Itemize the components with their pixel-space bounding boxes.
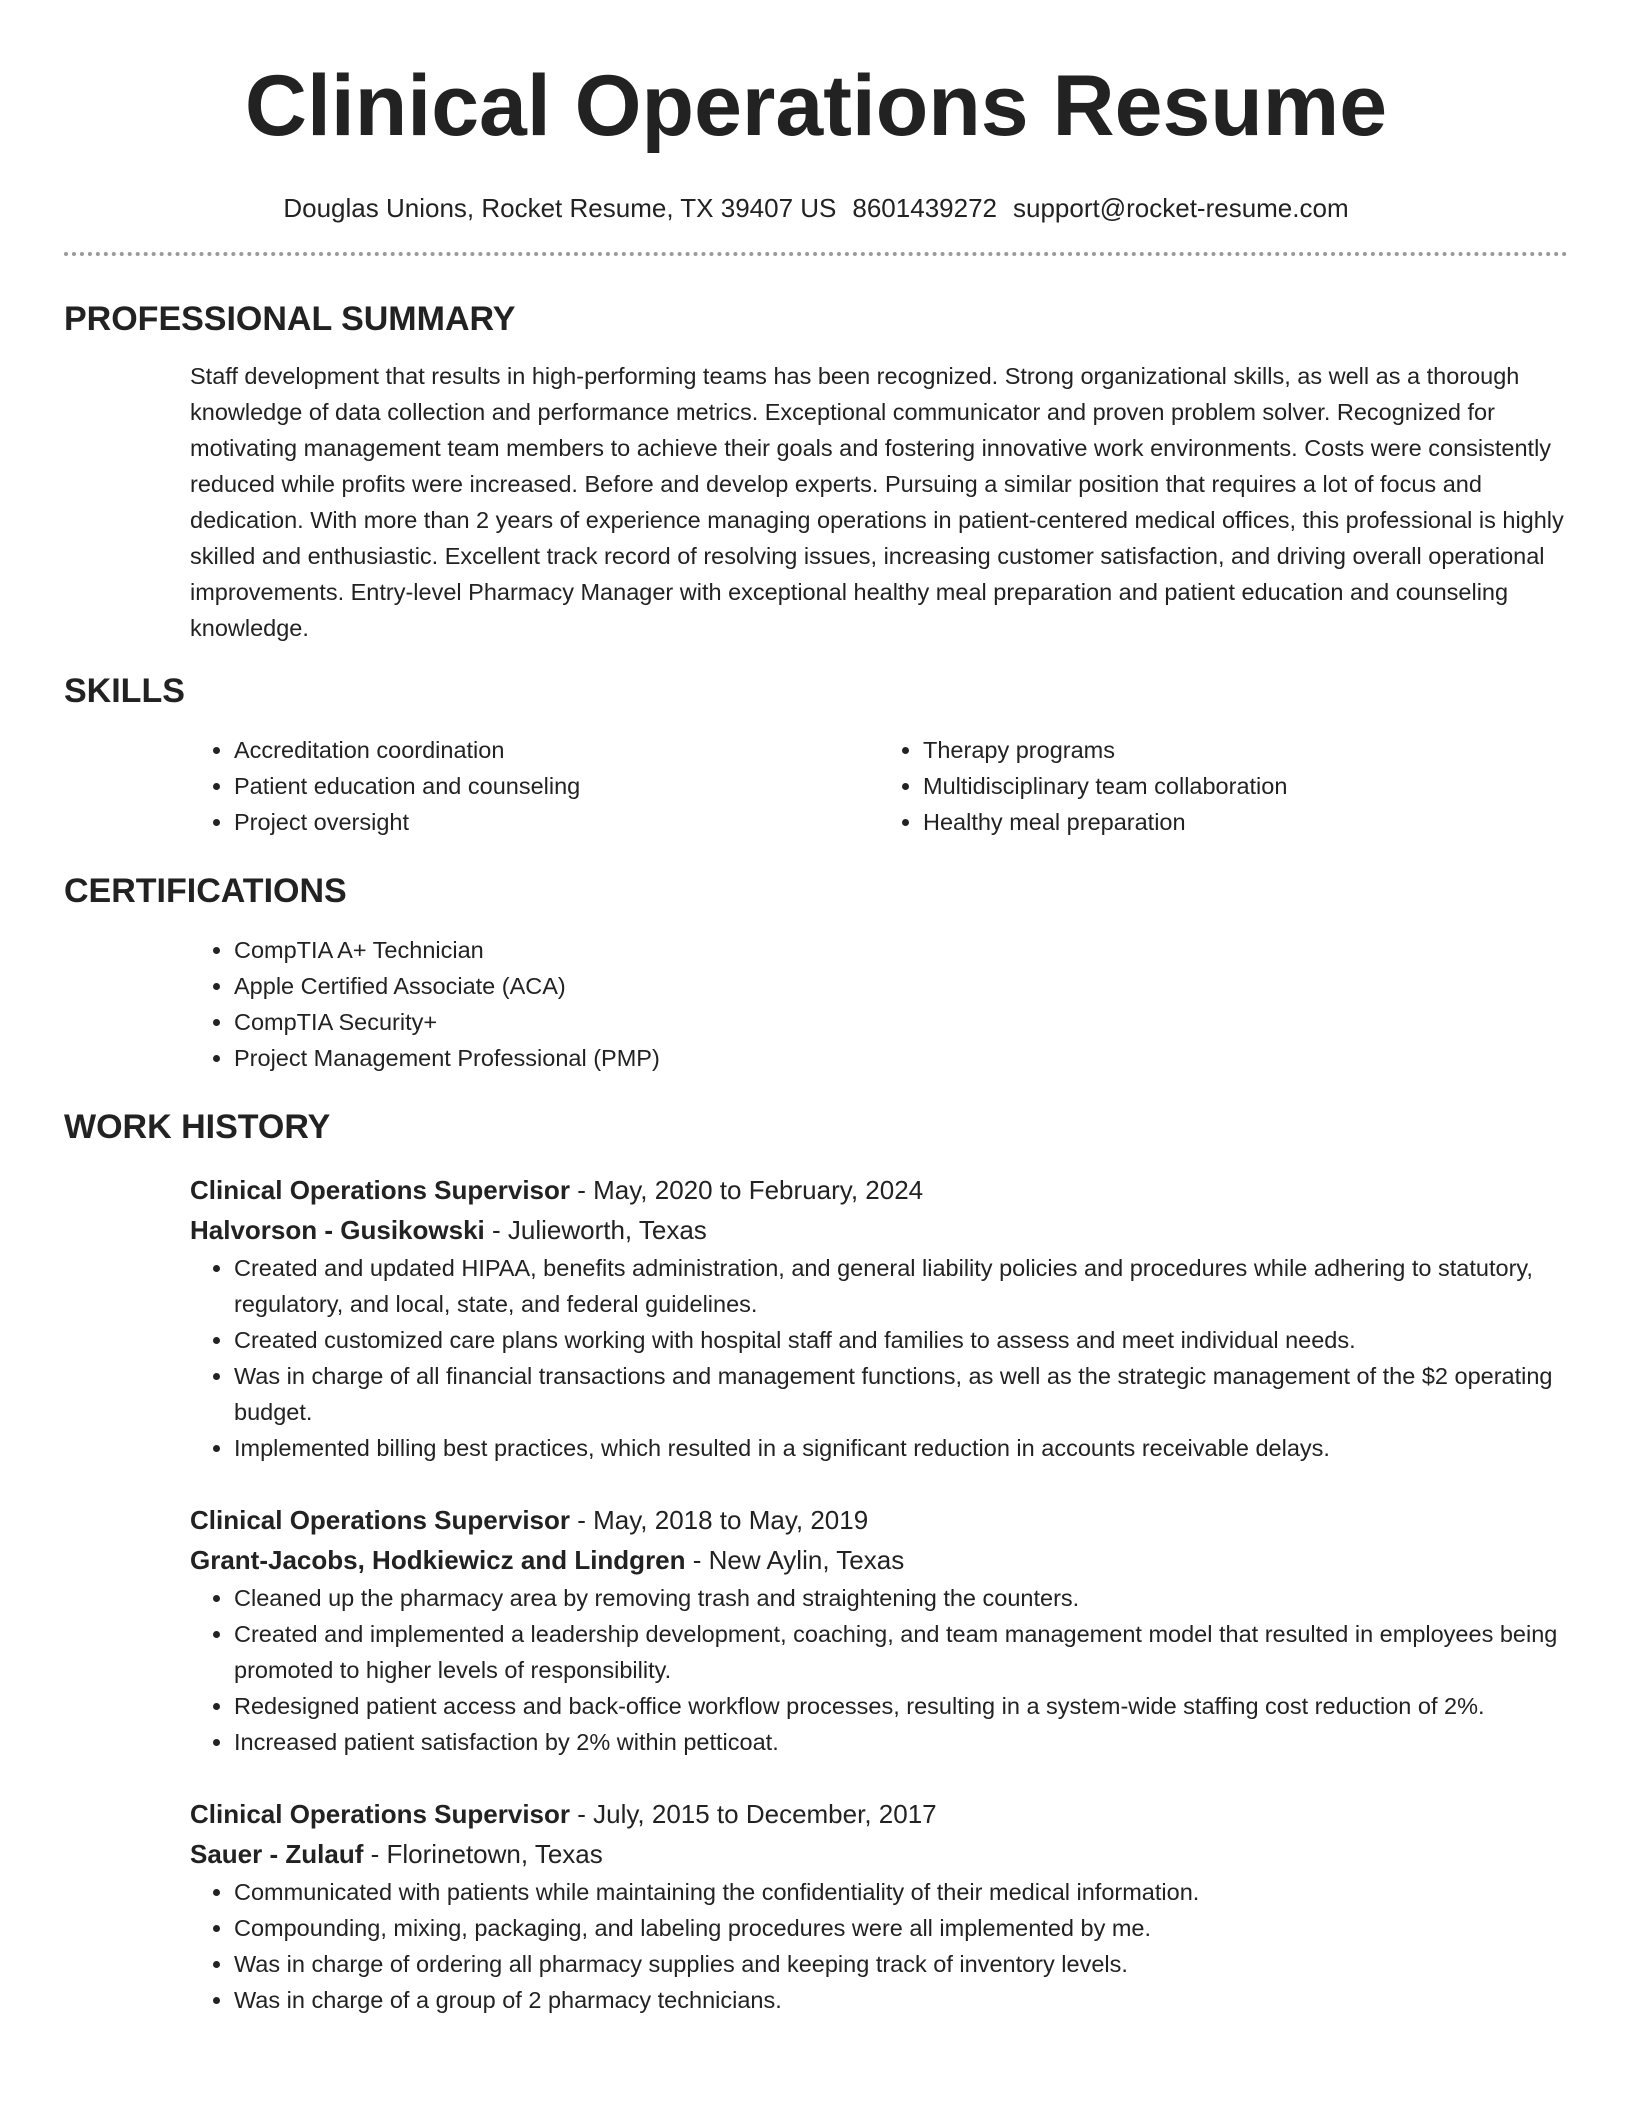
skills-list-right [879, 732, 1568, 840]
job-title: Clinical Operations Supervisor [190, 1505, 570, 1535]
job-bullets [190, 1874, 1568, 2018]
job-company-line [190, 1834, 1568, 1874]
work-history-section [64, 1106, 1568, 2018]
job-title: Clinical Operations Supervisor [190, 1175, 570, 1205]
job-entry [190, 1500, 1568, 1760]
contact-address: Douglas Unions, Rocket Resume, TX 39407 US [283, 193, 837, 223]
contact-line [64, 192, 1568, 224]
job-dates: - May, 2020 to February, 2024 [570, 1175, 924, 1205]
job-bullet: • Communicated with patients while maintaining the confidentiality of their medical information. [234, 1874, 1568, 1910]
job-bullet: • Increased patient satisfaction by 2% within petticoat. [234, 1724, 1568, 1760]
job-company: Halvorson - Gusikowski [190, 1215, 485, 1245]
job-dates: - July, 2015 to December, 2017 [570, 1799, 937, 1829]
certification-item: • CompTIA Security+ [234, 1004, 1568, 1040]
contact-email: support@rocket-resume.com [1013, 193, 1349, 223]
job-location: - New Aylin, Texas [685, 1545, 905, 1575]
job-location: - Julieworth, Texas [484, 1215, 707, 1245]
job-company-line [190, 1540, 1568, 1580]
job-title-line [190, 1500, 1568, 1540]
summary-section [64, 298, 1568, 646]
job-bullet: • Created and implemented a leadership development, coaching, and team management model that resulted in employees being promoted to higher levels of responsibility. [234, 1616, 1568, 1688]
job-bullet: • Cleaned up the pharmacy area by removing trash and straightening the counters. [234, 1580, 1568, 1616]
job-dates: - May, 2018 to May, 2019 [570, 1505, 869, 1535]
skill-item: • Therapy programs [923, 732, 1568, 768]
job-bullet: • Was in charge of all financial transactions and management functions, as well as the strategic management of the $2 operating budget. [234, 1358, 1568, 1430]
certifications-list [190, 932, 1568, 1076]
summary-heading: PROFESSIONAL SUMMARY [64, 300, 516, 338]
certification-item: • Project Management Professional (PMP) [234, 1040, 1568, 1076]
job-title: Clinical Operations Supervisor [190, 1799, 570, 1829]
job-bullet: • Was in charge of ordering all pharmacy supplies and keeping track of inventory levels. [234, 1946, 1568, 1982]
job-company: Grant-Jacobs, Hodkiewicz and Lindgren [190, 1545, 686, 1575]
skill-item: • Accreditation coordination [234, 732, 879, 768]
job-company-line [190, 1210, 1568, 1250]
certification-item: • Apple Certified Associate (ACA) [234, 968, 1568, 1004]
certifications-heading: CERTIFICATIONS [64, 872, 347, 910]
job-bullets [190, 1250, 1568, 1466]
skills-section [64, 670, 1568, 840]
skills-list-left [190, 732, 879, 840]
job-bullet: • Created and updated HIPAA, benefits administration, and general liability policies and procedures while adhering to statutory, regulatory, and local, state, and federal guidelines. [234, 1250, 1568, 1322]
job-title-line [190, 1170, 1568, 1210]
job-bullets [190, 1580, 1568, 1760]
skill-item: • Healthy meal preparation [923, 804, 1568, 840]
contact-phone: 8601439272 [852, 193, 997, 223]
job-location: - Florinetown, Texas [363, 1839, 603, 1869]
certifications-section [64, 870, 1568, 1076]
skills-heading: SKILLS [64, 672, 185, 710]
job-bullet: • Created customized care plans working with hospital staff and families to assess and meet individual needs. [234, 1322, 1568, 1358]
certification-item: • CompTIA A+ Technician [234, 932, 1568, 968]
job-entry [190, 1170, 1568, 1466]
job-bullet: • Implemented billing best practices, which resulted in a significant reduction in accounts receivable delays. [234, 1430, 1568, 1466]
summary-text: Staff development that results in high-performing teams has been recognized. Strong organizational skills, as well as a thorough knowledge of data collection and performance metrics. Exceptional communicator and proven problem solver. Recognized for motivating management team members to achieve their goals and fostering innovative work environments. Costs were consistently reduced while profits were increased. Before and develop experts. Pursuing a similar position that requires a lot of focus and dedication. With more than 2 years of experience managing operations in patient-centered medical offices, this professional is highly skilled and enthusiastic. Excellent track record of resolving issues, increasing customer satisfaction, and driving overall operational improvements. Entry-level Pharmacy Manager with exceptional healthy meal preparation and patient education and counseling knowledge. [190, 363, 1564, 641]
resume-title: Clinical Operations Resume [244, 58, 1388, 154]
work-history-heading: WORK HISTORY [64, 1108, 331, 1146]
skill-item: • Project oversight [234, 804, 879, 840]
job-company: Sauer - Zulauf [190, 1839, 364, 1869]
job-bullet: • Redesigned patient access and back-office workflow processes, resulting in a system-wide staffing cost reduction of 2%. [234, 1688, 1568, 1724]
job-bullet: • Compounding, mixing, packaging, and labeling procedures were all implemented by me. [234, 1910, 1568, 1946]
job-entry [190, 1794, 1568, 2018]
skill-item: • Multidisciplinary team collaboration [923, 768, 1568, 804]
header-divider [64, 252, 1568, 256]
job-bullet: • Was in charge of a group of 2 pharmacy technicians. [234, 1982, 1568, 2018]
skill-item: • Patient education and counseling [234, 768, 879, 804]
job-title-line [190, 1794, 1568, 1834]
